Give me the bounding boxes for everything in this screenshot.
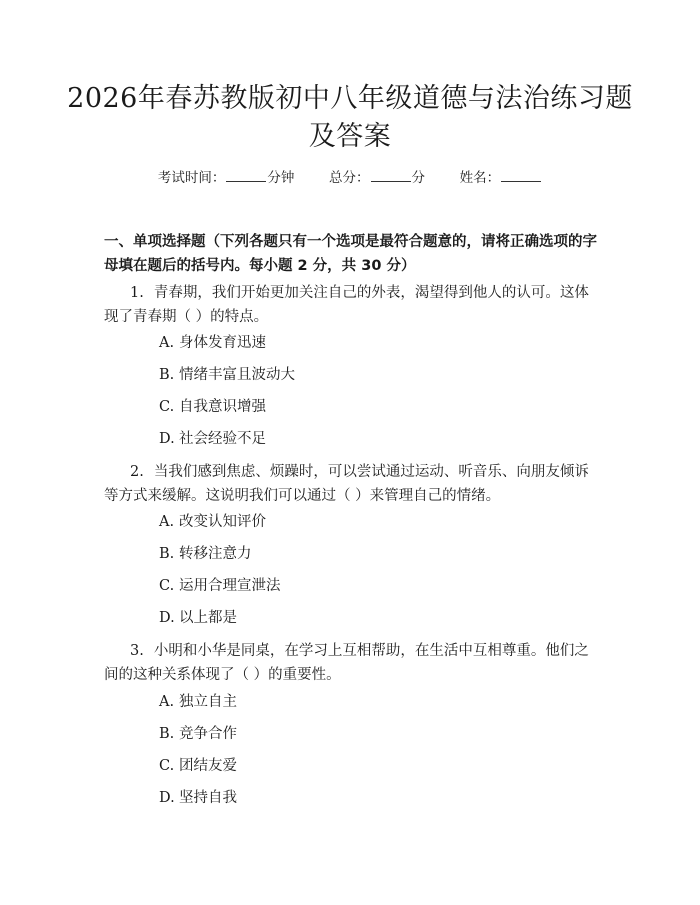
score-blank <box>371 169 411 182</box>
question-text: 青春期，我们开始更加关注自己的外表，渴望得到他人的认可。这体现了青春期（ ）的特点。 <box>104 285 589 325</box>
option-letter: B. <box>159 367 175 383</box>
question-2-option-c <box>159 575 281 597</box>
option-text: 竞争合作 <box>179 726 237 742</box>
question-1-option-d <box>159 428 266 450</box>
section-heading: 一、单项选择题（下列各题只有一个选项是最符合题意的，请将正确选项的字母填在题后的括号内。每小题 2 分，共 30 分） <box>104 234 597 274</box>
option-text: 身体发育迅速 <box>179 335 266 351</box>
score-label: 总分： <box>329 170 370 186</box>
question-2-option-b <box>159 543 252 565</box>
option-letter: A. <box>159 694 175 710</box>
option-text: 独立自主 <box>179 694 237 710</box>
question-1-option-b <box>159 364 295 386</box>
question-1-stem <box>104 281 600 329</box>
option-letter: B. <box>159 546 175 562</box>
option-letter: C. <box>159 578 175 594</box>
option-letter: A. <box>159 335 175 351</box>
time-unit: 分钟 <box>267 170 295 186</box>
option-letter: D. <box>159 431 175 447</box>
name-blank <box>501 169 541 182</box>
question-1-option-a <box>159 332 266 354</box>
question-3-option-d <box>159 787 237 809</box>
option-text: 自我意识增强 <box>179 399 266 415</box>
option-letter: B. <box>159 726 175 742</box>
question-number: 1. <box>130 285 144 301</box>
time-blank <box>226 169 266 182</box>
question-text: 小明和小华是同桌，在学习上互相帮助，在生活中互相尊重。他们之间的这种关系体现了（ ）的重要性。 <box>104 643 589 683</box>
question-3-stem <box>104 639 600 687</box>
document-title: 2026年春苏教版初中八年级道德与法治练习题及答案 <box>67 83 633 152</box>
option-text: 运用合理宣泄法 <box>179 578 281 594</box>
question-2-option-d <box>159 607 237 629</box>
exam-info-line <box>0 168 700 188</box>
time-label: 考试时间： <box>157 170 226 186</box>
option-text: 坚持自我 <box>179 790 237 806</box>
question-number: 3. <box>130 643 144 659</box>
option-letter: C. <box>159 758 175 774</box>
question-3-option-a <box>159 691 237 713</box>
option-text: 改变认知评价 <box>179 514 266 530</box>
question-2-option-a <box>159 511 266 533</box>
question-text: 当我们感到焦虑、烦躁时，可以尝试通过运动、听音乐、向朋友倾诉等方式来缓解。这说明我们可以通过（ ）来管理自己的情绪。 <box>104 464 589 504</box>
question-number: 2. <box>130 464 144 480</box>
option-text: 情绪丰富且波动大 <box>179 367 295 383</box>
name-label: 姓名： <box>459 170 501 186</box>
question-1-option-c <box>159 396 266 418</box>
score-unit: 分 <box>411 170 425 186</box>
option-letter: C. <box>159 399 175 415</box>
option-text: 团结友爱 <box>179 758 237 774</box>
question-3-option-c <box>159 755 237 777</box>
option-letter: D. <box>159 790 175 806</box>
question-2-stem <box>104 460 600 508</box>
question-3-option-b <box>159 723 237 745</box>
option-letter: D. <box>159 610 175 626</box>
option-text: 转移注意力 <box>179 546 252 562</box>
option-letter: A. <box>159 514 175 530</box>
option-text: 以上都是 <box>179 610 237 626</box>
option-text: 社会经验不足 <box>179 431 266 447</box>
